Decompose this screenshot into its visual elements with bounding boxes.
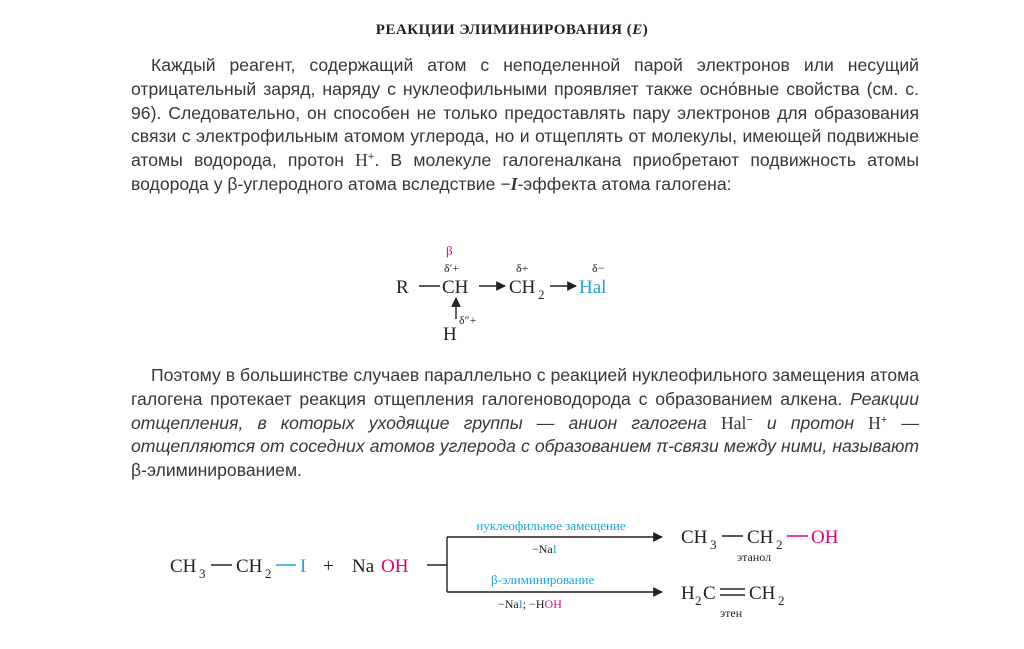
d2-low-c: C [703, 583, 716, 604]
d2-plus: + [323, 556, 334, 577]
p2-text-a: Поэтому в большинстве случаев параллельно с реакцией нуклеофильного замещения атома галогена протекает реакция отщепления галогеноводорода с образованием алкена. [131, 365, 919, 409]
d1-delta-prime-plus: δ′+ [444, 261, 460, 275]
d2-low-h: H [681, 583, 695, 604]
d1-ch: CH [442, 277, 469, 298]
competing-reactions-diagram [170, 518, 839, 620]
p1-minus: − [500, 173, 511, 194]
d2-upper-byproduct: −NaI [532, 542, 557, 556]
d1-delta-plus: δ+ [516, 261, 529, 275]
d2-up-sub3: 3 [710, 537, 717, 552]
d2-up-ch3: CH [681, 527, 708, 548]
d1-h: H [443, 324, 457, 345]
d1-ch2: CH [509, 277, 536, 298]
d1-beta-label: β [446, 243, 453, 258]
d2-lower-byproduct: −NaI; −HOH [498, 597, 562, 611]
p2-proton-charge: + [880, 413, 888, 426]
d2-na: Na [352, 556, 375, 577]
d2-reactant-ch2: CH [236, 556, 263, 577]
page-title: РЕАКЦИИ ЭЛИМИНИРОВАНИЯ (E) [375, 22, 649, 38]
p2-hal-charge: − [746, 413, 753, 426]
d2-up-oh: OH [811, 527, 839, 548]
p2-italic-a: Реакции отщепления, в которых уходящие группы — анион галогена [131, 388, 919, 433]
p1-i-effect: I [510, 173, 518, 194]
d2-low-sub2b: 2 [778, 593, 785, 608]
d1-ch2-sub: 2 [538, 287, 545, 302]
d2-reactant-sub2: 2 [265, 566, 272, 581]
p1-text-a: Каждый реагент, содержащий атом с неподеленной парой электронов или несущий отрицательный заряд, наряду с нуклеофильными проявляет также осно́вные свойства (см. с. 96). Следовательно, он способен не только предоставлять пару электронов для образования связи с электрофильным атомом углерода, но и отщеплять от молекулы, имеющей подвижные атомы водорода, протон [131, 55, 919, 171]
d2-low-sub2a: 2 [695, 593, 702, 608]
p1-text-c: -эффекта атома галогена: [517, 173, 732, 194]
p2-normal-end: β-элиминированием. [131, 460, 302, 481]
d1-hal: Hal [579, 277, 607, 298]
inductive-effect-diagram [396, 243, 606, 345]
title-e-symbol: E [632, 22, 643, 38]
d2-low-name: этен [720, 606, 743, 620]
d2-reactant-ch3: CH [170, 556, 197, 577]
p1-text-b: . В молекуле галогеналкана приобретают подвижность атомы водорода у β-углеродного атома вследствие [131, 150, 919, 194]
d2-lower-label: β-элиминирование [491, 572, 595, 587]
d1-delta-minus: δ− [592, 261, 605, 275]
d2-low-ch: CH [749, 583, 776, 604]
d2-iodine: I [300, 556, 307, 577]
p2-italic-b: и протон [752, 412, 869, 433]
d2-oh: OH [381, 556, 409, 577]
d2-up-ch2: CH [747, 527, 774, 548]
p1-proton: H [355, 150, 368, 171]
d2-reactant-sub3: 3 [199, 566, 206, 581]
p2-italic-c: — отщепляются от соседних атомов углерода с образованием π-связи между ними, называют [131, 412, 919, 457]
d2-up-sub2: 2 [776, 537, 783, 552]
p2-proton: H [868, 412, 881, 433]
d2-up-name: этанол [737, 550, 772, 564]
d2-upper-label: нуклеофильное замещение [476, 518, 626, 533]
d1-delta-dprime-plus: δ″+ [459, 313, 477, 327]
p2-hal: Hal [720, 412, 747, 433]
d1-r: R [396, 277, 409, 298]
p1-proton-charge: + [367, 151, 375, 164]
